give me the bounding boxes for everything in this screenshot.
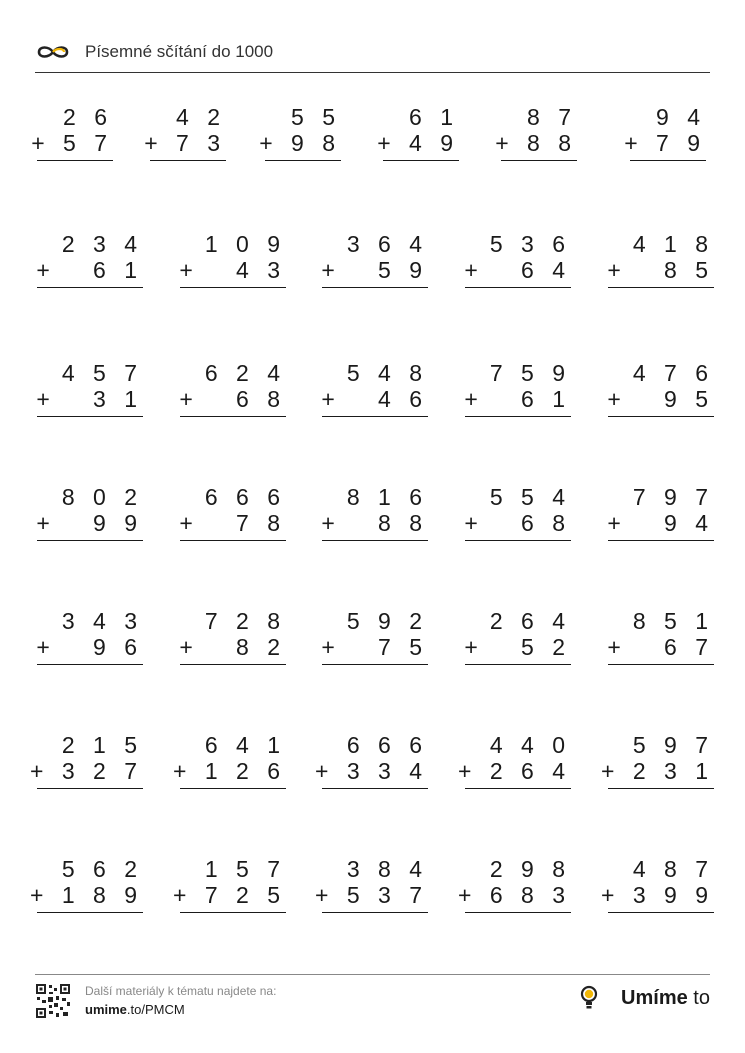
bottom-addend: + 8 2: [179, 634, 286, 660]
sum-line: [37, 788, 143, 789]
top-addend: 8 0 2: [61, 484, 143, 510]
top-addend: 5 3 6: [489, 231, 571, 257]
top-addend: 6 4 1: [204, 732, 286, 758]
top-addend: 6 1: [409, 104, 459, 130]
top-addend: 2 6: [63, 104, 113, 130]
sum-line: [608, 912, 714, 913]
sum-line: [608, 788, 714, 789]
bottom-addend: + 7 5: [321, 634, 428, 660]
top-addend: 3 8 4: [346, 856, 428, 882]
addition-problem: [37, 484, 143, 544]
brand-rest: to: [687, 987, 710, 1009]
addition-problem: [37, 608, 143, 668]
top-addend: 1 0 9: [204, 231, 286, 257]
bottom-addend: + 8 5: [607, 257, 714, 283]
sum-line: [265, 160, 341, 161]
sum-line: [322, 664, 428, 665]
more-materials-text: Další materiály k tématu najdete na:: [85, 984, 277, 998]
addition-problem: [601, 856, 714, 916]
addition-problem: [601, 732, 714, 792]
bottom-addend: + 5 2: [464, 634, 571, 660]
sum-line: [465, 788, 571, 789]
sum-line: [150, 160, 226, 161]
bottom-addend: + 9 8: [259, 130, 341, 156]
bottom-addend: + 7 8: [179, 510, 286, 536]
sum-line: [180, 912, 286, 913]
top-addend: 8 1 6: [346, 484, 428, 510]
addition-problem: [322, 608, 428, 668]
addition-problem: [30, 732, 143, 792]
top-addend: 5 9 7: [632, 732, 714, 758]
top-addend: 5 6 2: [61, 856, 143, 882]
addition-problem: [458, 856, 571, 916]
top-addend: 5 5 4: [489, 484, 571, 510]
bottom-addend: + 3 2 7: [30, 758, 143, 784]
lightbulb-icon: [580, 985, 598, 1013]
addition-problem: [608, 484, 714, 544]
addition-problem: [180, 231, 286, 291]
sum-line: [465, 912, 571, 913]
bottom-addend: + 4 6: [321, 386, 428, 412]
top-addend: 4 5 7: [61, 360, 143, 386]
addition-problem: [30, 856, 143, 916]
link-path: .to/PMCM: [126, 1002, 185, 1017]
top-addend: 8 7: [527, 104, 577, 130]
addition-problem: [180, 608, 286, 668]
sum-line: [465, 416, 571, 417]
addition-problem: [31, 104, 113, 164]
addition-problem: [315, 856, 428, 916]
link-domain: umime: [85, 1002, 127, 1017]
top-addend: 5 5: [291, 104, 341, 130]
top-addend: 6 6 6: [204, 484, 286, 510]
addition-problem: [173, 856, 286, 916]
bottom-addend: + 6 4: [464, 257, 571, 283]
bottom-addend: + 2 3 1: [601, 758, 714, 784]
addition-problem: [259, 104, 341, 164]
sum-line: [465, 664, 571, 665]
bottom-addend: + 4 3: [179, 257, 286, 283]
top-addend: 4 1 8: [632, 231, 714, 257]
bottom-addend: + 4 9: [377, 130, 459, 156]
top-addend: 3 6 4: [346, 231, 428, 257]
addition-problem: [608, 360, 714, 420]
addition-problem: [180, 360, 286, 420]
addition-problem: [624, 104, 706, 164]
sum-line: [37, 664, 143, 665]
bottom-addend: + 9 6: [36, 634, 143, 660]
top-addend: 7 5 9: [489, 360, 571, 386]
sum-line: [180, 664, 286, 665]
bottom-addend: + 6 1: [36, 257, 143, 283]
sum-line: [180, 416, 286, 417]
addition-problem: [180, 484, 286, 544]
bottom-addend: + 6 8: [179, 386, 286, 412]
bottom-addend: + 9 5: [607, 386, 714, 412]
materials-link[interactable]: [85, 1002, 185, 1017]
top-addend: 7 2 8: [204, 608, 286, 634]
sum-line: [322, 540, 428, 541]
bottom-addend: + 5 3 7: [315, 882, 428, 908]
bottom-addend: + 6 7: [607, 634, 714, 660]
brand-logo-text: [621, 987, 710, 1010]
top-addend: 2 9 8: [489, 856, 571, 882]
sum-line: [322, 287, 428, 288]
brand-bold: Umíme: [621, 987, 688, 1009]
bottom-addend: + 9 9: [36, 510, 143, 536]
top-addend: 2 6 4: [489, 608, 571, 634]
bottom-addend: + 7 2 5: [173, 882, 286, 908]
top-addend: 6 6 6: [346, 732, 428, 758]
addition-problem: [144, 104, 226, 164]
bottom-addend: + 3 3 4: [315, 758, 428, 784]
sum-line: [383, 160, 459, 161]
top-addend: 5 4 8: [346, 360, 428, 386]
addition-problem: [608, 231, 714, 291]
bottom-addend: + 6 1: [464, 386, 571, 412]
page-footer: [35, 974, 710, 1035]
sum-line: [322, 416, 428, 417]
addition-problem: [608, 608, 714, 668]
top-addend: 4 2: [176, 104, 226, 130]
top-addend: 1 5 7: [204, 856, 286, 882]
sum-line: [501, 160, 577, 161]
page-title: Písemné sčítání do 1000: [85, 42, 274, 61]
addition-problem: [322, 484, 428, 544]
top-addend: 2 1 5: [61, 732, 143, 758]
sum-line: [465, 287, 571, 288]
top-addend: 4 8 7: [632, 856, 714, 882]
sum-line: [465, 540, 571, 541]
bottom-addend: + 9 4: [607, 510, 714, 536]
bottom-addend: + 3 1: [36, 386, 143, 412]
sum-line: [608, 416, 714, 417]
sum-line: [37, 540, 143, 541]
addition-problem: [465, 231, 571, 291]
bottom-addend: + 1 2 6: [173, 758, 286, 784]
top-addend: 9 4: [656, 104, 706, 130]
addition-problem: [322, 231, 428, 291]
addition-problem: [173, 732, 286, 792]
sum-line: [180, 788, 286, 789]
sum-line: [608, 540, 714, 541]
bottom-addend: + 5 7: [31, 130, 113, 156]
top-addend: 6 2 4: [204, 360, 286, 386]
top-addend: 2 3 4: [61, 231, 143, 257]
page-header: [35, 40, 710, 73]
addition-problem: [322, 360, 428, 420]
bottom-addend: + 3 9 9: [601, 882, 714, 908]
bottom-addend: + 7 9: [624, 130, 706, 156]
infinity-logo-icon: [35, 43, 71, 61]
bottom-addend: + 2 6 4: [458, 758, 571, 784]
bottom-addend: + 8 8: [321, 510, 428, 536]
addition-problem: [465, 484, 571, 544]
addition-problem: [465, 608, 571, 668]
top-addend: 4 7 6: [632, 360, 714, 386]
qr-code-icon: [35, 983, 71, 1019]
sum-line: [37, 416, 143, 417]
sum-line: [322, 788, 428, 789]
bottom-addend: + 7 3: [144, 130, 226, 156]
sum-line: [180, 540, 286, 541]
addition-problem: [37, 360, 143, 420]
bottom-addend: + 5 9: [321, 257, 428, 283]
sum-line: [322, 912, 428, 913]
sum-line: [37, 160, 113, 161]
top-addend: 8 5 1: [632, 608, 714, 634]
addition-problem: [315, 732, 428, 792]
top-addend: 3 4 3: [61, 608, 143, 634]
top-addend: 4 4 0: [489, 732, 571, 758]
bottom-addend: + 6 8: [464, 510, 571, 536]
addition-problem: [465, 360, 571, 420]
sum-line: [608, 664, 714, 665]
addition-problem: [458, 732, 571, 792]
top-addend: 5 9 2: [346, 608, 428, 634]
bottom-addend: + 8 8: [495, 130, 577, 156]
sum-line: [180, 287, 286, 288]
addition-problem: [37, 231, 143, 291]
addition-problem: [495, 104, 577, 164]
bottom-addend: + 1 8 9: [30, 882, 143, 908]
sum-line: [608, 287, 714, 288]
top-addend: 7 9 7: [632, 484, 714, 510]
sum-line: [37, 287, 143, 288]
bottom-addend: + 6 8 3: [458, 882, 571, 908]
sum-line: [37, 912, 143, 913]
addition-problem: [377, 104, 459, 164]
sum-line: [630, 160, 706, 161]
